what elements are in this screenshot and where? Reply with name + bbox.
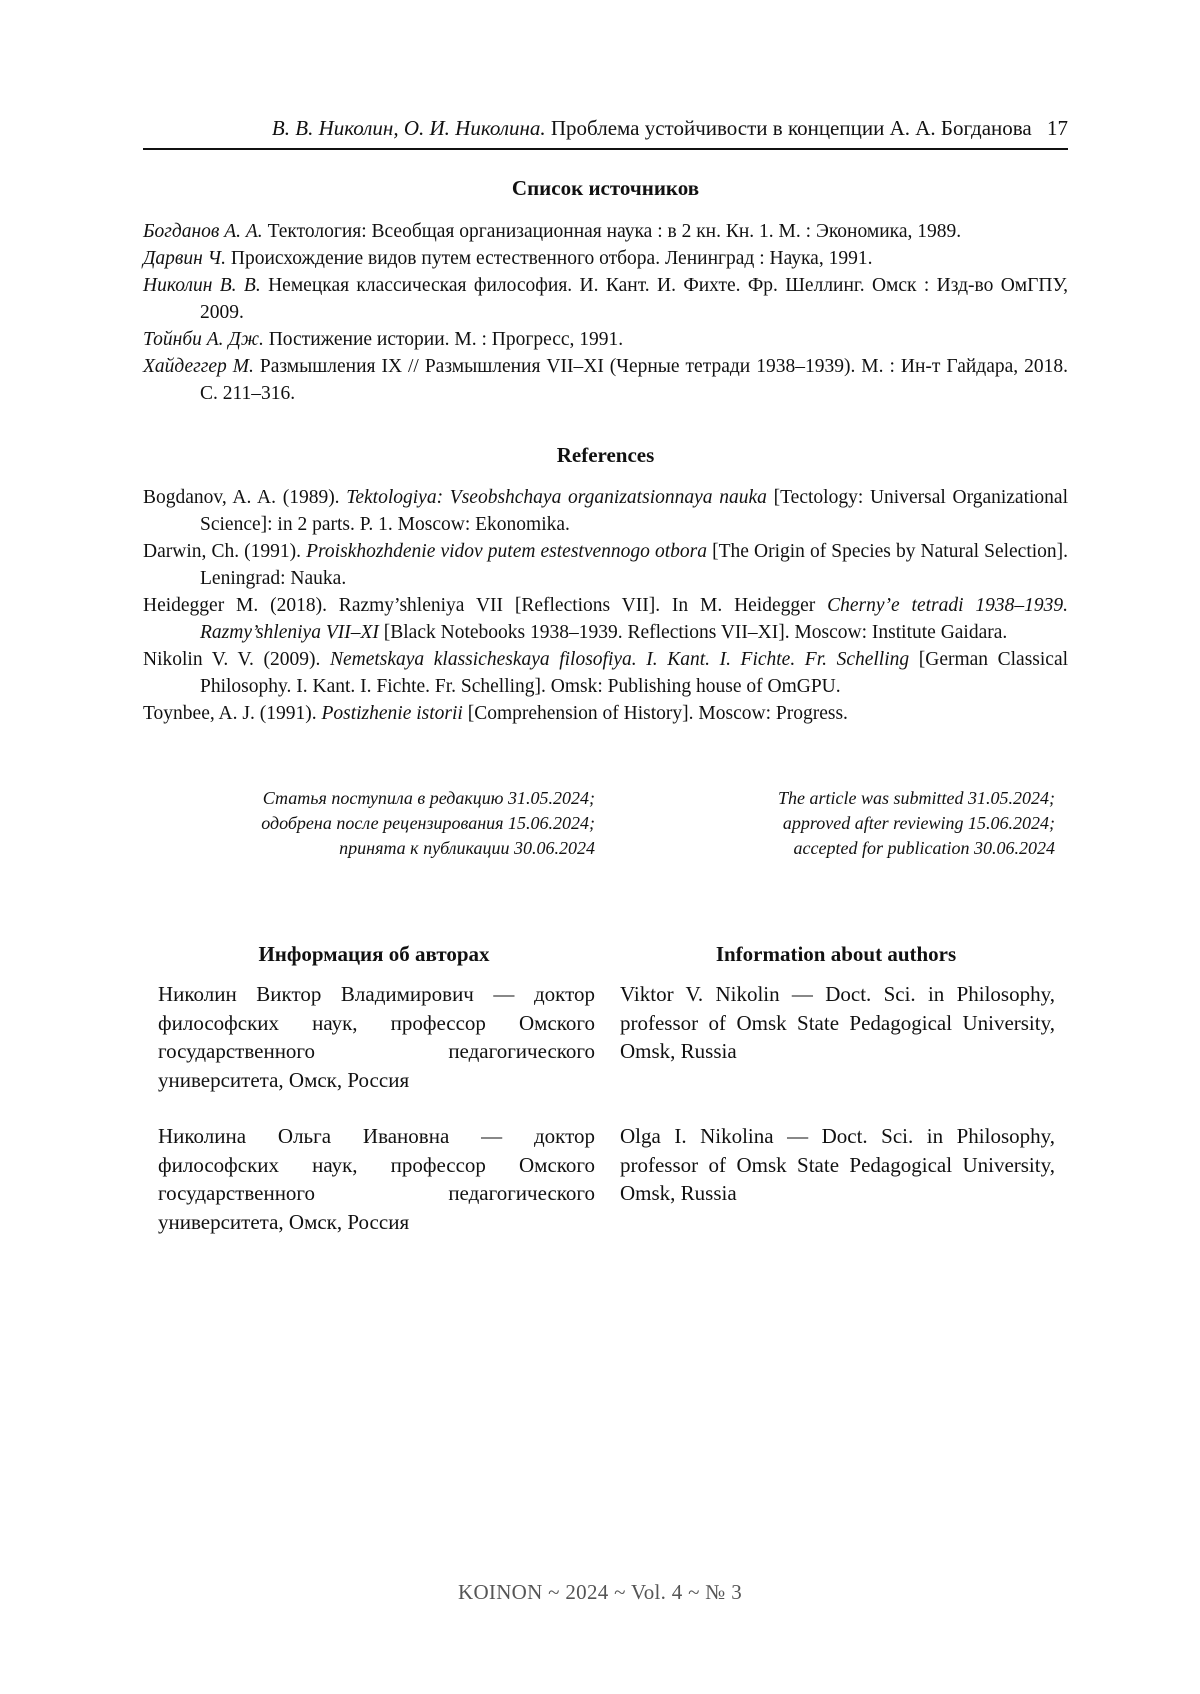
page-number: 17 xyxy=(1047,116,1068,140)
authors-info-title-en: Information about authors xyxy=(715,942,957,966)
date-line: The article was submitted 31.05.2024; xyxy=(778,788,1055,808)
reference-lead: Nikolin V. V. (2009). xyxy=(143,649,321,670)
date-line: accepted for publication 30.06.2024 xyxy=(793,838,1055,858)
reference-rest: [German Classical Philosophy. I. Kant. I. Fichte. Fr. Schelling]. Omsk: Publishing house of OmGPU. xyxy=(200,649,1069,697)
authors-info-title-ru: Информация об авторах xyxy=(258,942,490,966)
sources-list xyxy=(143,218,1068,407)
date-line: approved after reviewing 15.06.2024; xyxy=(782,813,1055,833)
date-line: одобрена после рецензирования 15.06.2024; xyxy=(261,813,595,833)
source-item xyxy=(143,326,1068,353)
reference-rest: [Comprehension of History]. Moscow: Progress. xyxy=(467,703,848,724)
reference-item xyxy=(143,700,1068,727)
submission-dates-en xyxy=(640,786,1055,861)
source-text: Постижение истории. М. : Прогресс, 1991. xyxy=(268,329,624,350)
reference-rest: [Black Notebooks 1938–1939. Reflections VII–XI]. Moscow: Institute Gaidara. xyxy=(383,622,1008,643)
source-item xyxy=(143,353,1068,407)
reference-lead: Heidegger M. (2018). Razmy’shleniya VII [Reflections VII]. In M. Heidegger xyxy=(143,595,816,616)
source-author: Тойнби А. Дж. xyxy=(143,329,264,350)
reference-italic: Proiskhozhdenie vidov putem estestvennogo otbora xyxy=(306,541,707,562)
reference-lead: Bogdanov, A. A. (1989). xyxy=(143,487,340,508)
reference-item xyxy=(143,646,1068,700)
source-text: Размышления IX // Размышления VII–XI (Черные тетради 1938–1939). М. : Ин-т Гайдара, 2018. С. 211–316. xyxy=(200,356,1068,404)
reference-item xyxy=(143,592,1068,646)
source-item xyxy=(143,245,1068,272)
source-author: Хайдеггер М. xyxy=(143,356,254,377)
source-item xyxy=(143,218,1068,245)
source-text: Происхождение видов путем естественного отбора. Ленинград : Наука, 1991. xyxy=(230,248,873,269)
reference-item xyxy=(143,484,1068,538)
journal-footer: KOINON ~ 2024 ~ Vol. 4 ~ № 3 xyxy=(457,1580,742,1604)
date-line: принята к публикации 30.06.2024 xyxy=(339,838,595,858)
references-list xyxy=(143,484,1068,727)
date-line: Статья поступила в редакцию 31.05.2024; xyxy=(262,788,595,808)
reference-item xyxy=(143,538,1068,592)
references-title: References xyxy=(556,443,655,467)
author-bio-en: Viktor V. Nikolin — Doct. Sci. in Philosophy, professor of Omsk State Pedagogical University, Omsk, Russia xyxy=(620,982,1055,1063)
reference-italic: Postizhenie istorii xyxy=(321,703,463,724)
author-bio-en: Olga I. Nikolina — Doct. Sci. in Philosophy, professor of Omsk State Pedagogical University, Omsk, Russia xyxy=(620,1124,1055,1205)
reference-rest: [Tectology: Universal Organizational Science]: in 2 parts. P. 1. Moscow: Ekonomika. xyxy=(200,487,1069,535)
reference-rest: [The Origin of Species by Natural Selection]. Leningrad: Nauka. xyxy=(200,541,1069,589)
author-bio-ru: Николина Ольга Ивановна — доктор философских наук, профессор Омского государственного педагогического университета, Омск, Россия xyxy=(158,1124,595,1234)
source-text: Немецкая классическая философия. И. Кант. И. Фихте. Фр. Шеллинг. Омск : Изд-во ОмГПУ, 2009. xyxy=(200,275,1068,323)
submission-dates-ru xyxy=(180,786,595,861)
reference-italic: Nemetskaya klassicheskaya filosofiya. I. Kant. I. Fichte. Fr. Schelling xyxy=(329,649,910,670)
source-author: Богданов А. А. xyxy=(143,221,263,242)
header-title: Проблема устойчивости в концепции А. А. Богданова xyxy=(550,116,1032,140)
sources-title: Список источников xyxy=(511,176,700,200)
source-text: Тектология: Всеобщая организационная наука : в 2 кн. Кн. 1. М. : Экономика, 1989. xyxy=(267,221,962,242)
source-item xyxy=(143,272,1068,326)
reference-italic: Cherny’e tetradi 1938–1939. Razmy’shleniya VII–XI xyxy=(200,595,1068,643)
reference-italic: Tektologiya: Vseobshchaya organizatsionnaya nauka xyxy=(346,487,767,508)
header-authors: В. В. Николин, О. И. Николина. xyxy=(271,116,546,140)
reference-lead: Darwin, Ch. (1991). xyxy=(143,541,302,562)
reference-lead: Toynbee, A. J. (1991). xyxy=(143,703,317,724)
source-author: Николин В. В. xyxy=(143,275,261,296)
source-author: Дарвин Ч. xyxy=(143,248,226,269)
author-bio-ru: Николин Виктор Владимирович — доктор философских наук, профессор Омского государственного педагогического университета, Омск, Россия xyxy=(158,982,595,1092)
running-header xyxy=(143,114,1068,150)
